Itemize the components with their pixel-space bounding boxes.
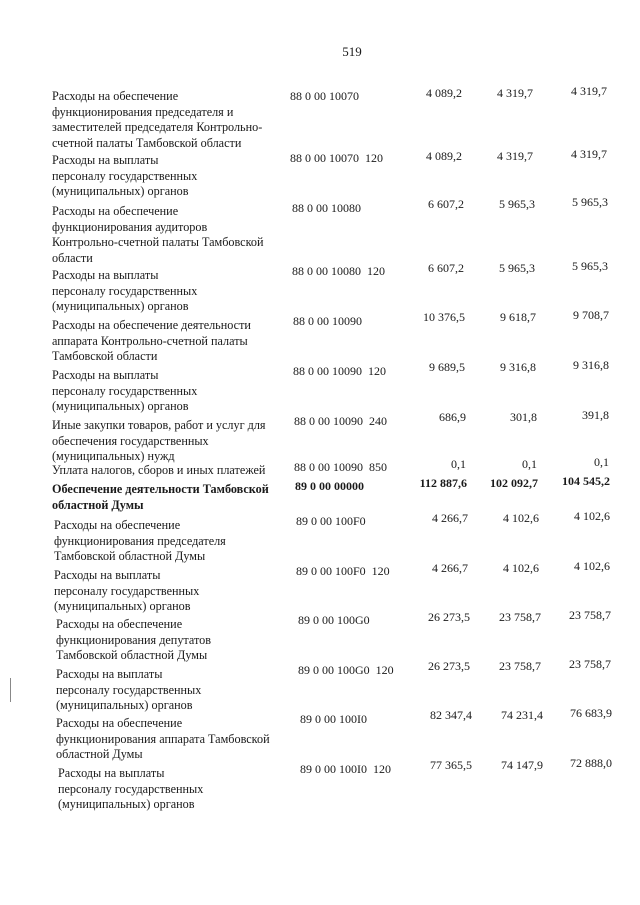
row-code: 88 0 00 10090	[293, 314, 362, 328]
page-number: 519	[342, 44, 362, 59]
row-value-3: 4 319,7	[571, 147, 607, 161]
row-code: 88 0 00 10070 120	[290, 151, 383, 165]
row-name: Расходы на обеспечение деятельности аппарата Контрольно-счетной палаты Тамбовской области	[52, 318, 251, 363]
row-value-3: 4 102,6	[574, 559, 610, 573]
row-value-2: 0,1	[522, 457, 537, 471]
row-value-2: 23 758,7	[499, 610, 541, 624]
row-name: Расходы на выплаты персоналу государственных (муниципальных) органов	[56, 667, 202, 712]
row-name: Расходы на выплаты персоналу государственных (муниципальных) органов	[52, 268, 198, 313]
row-value-1: 10 376,5	[423, 310, 465, 324]
row-code: 89 0 00 00000	[295, 479, 364, 493]
row-value-1: 26 273,5	[428, 659, 470, 673]
row-code: 89 0 00 100I0 120	[300, 762, 391, 776]
row-code: 88 0 00 10090 850	[294, 460, 387, 474]
row-value-2: 74 147,9	[501, 758, 543, 772]
row-code: 88 0 00 10070	[290, 89, 359, 103]
row-value-1: 26 273,5	[428, 610, 470, 624]
row-code: 89 0 00 100F0 120	[296, 564, 390, 578]
row-value-1: 112 887,6	[419, 476, 467, 490]
row-code: 89 0 00 100I0	[300, 712, 367, 726]
row-value-2: 9 316,8	[500, 360, 536, 374]
row-value-3: 4 102,6	[574, 509, 610, 523]
row-value-3: 23 758,7	[569, 608, 611, 622]
row-value-3: 72 888,0	[570, 756, 612, 770]
row-name: Расходы на выплаты персоналу государственных (муниципальных) органов	[52, 368, 198, 413]
row-value-1: 0,1	[451, 457, 466, 471]
row-name: Расходы на обеспечение функционирования аппарата Тамбовской областной Думы	[56, 716, 270, 761]
row-value-3: 9 316,8	[573, 358, 609, 372]
row-value-1: 4 266,7	[432, 511, 468, 525]
row-name: Уплата налогов, сборов и иных платежей	[52, 463, 266, 477]
row-value-2: 102 092,7	[490, 476, 538, 490]
row-value-1: 82 347,4	[430, 708, 472, 722]
row-code: 88 0 00 10080	[292, 201, 361, 215]
row-value-2: 4 102,6	[503, 511, 539, 525]
row-value-2: 4 102,6	[503, 561, 539, 575]
row-value-3: 76 683,9	[570, 706, 612, 720]
row-name: Расходы на обеспечение функционирования председателя Тамбовской областной Думы	[54, 518, 226, 563]
row-name: Расходы на выплаты персоналу государственных (муниципальных) органов	[58, 766, 204, 811]
row-value-2: 23 758,7	[499, 659, 541, 673]
row-code: 88 0 00 10090 120	[293, 364, 386, 378]
row-value-2: 4 319,7	[497, 149, 533, 163]
row-value-1: 6 607,2	[428, 261, 464, 275]
margin-mark	[10, 678, 11, 702]
row-code: 89 0 00 100G0 120	[298, 663, 394, 677]
row-value-2: 5 965,3	[499, 261, 535, 275]
row-name: Расходы на обеспечение функционирования депутатов Тамбовской областной Думы	[56, 617, 212, 662]
row-value-2: 74 231,4	[501, 708, 543, 722]
row-value-1: 77 365,5	[430, 758, 472, 772]
row-value-2: 301,8	[510, 410, 537, 424]
row-value-3: 104 545,2	[562, 474, 610, 488]
row-value-1: 4 089,2	[426, 86, 462, 100]
row-value-1: 4 089,2	[426, 149, 462, 163]
row-value-3: 9 708,7	[573, 308, 609, 322]
row-value-2: 5 965,3	[499, 197, 535, 211]
row-value-1: 686,9	[439, 410, 466, 424]
row-name: Расходы на обеспечение функционирования председателя и заместителей председателя Контрольно- счетной палаты Тамбовской области	[52, 89, 263, 150]
row-name: Иные закупки товаров, работ и услуг для обеспечения государственных (муниципальных) нужд	[52, 418, 266, 463]
row-value-1: 6 607,2	[428, 197, 464, 211]
row-name: Обеспечение деятельности Тамбовской областной Думы	[52, 482, 269, 512]
row-name: Расходы на выплаты персоналу государственных (муниципальных) органов	[52, 153, 198, 198]
row-name: Расходы на обеспечение функционирования аудиторов Контрольно-счетной палаты Тамбовской области	[52, 204, 264, 265]
row-value-3: 23 758,7	[569, 657, 611, 671]
row-value-3: 5 965,3	[572, 195, 608, 209]
row-value-3: 4 319,7	[571, 84, 607, 98]
row-code: 89 0 00 100G0	[298, 613, 370, 627]
row-value-3: 391,8	[582, 408, 609, 422]
row-value-2: 9 618,7	[500, 310, 536, 324]
row-code: 88 0 00 10090 240	[294, 414, 387, 428]
row-value-3: 0,1	[594, 455, 609, 469]
row-name: Расходы на выплаты персоналу государственных (муниципальных) органов	[54, 568, 200, 613]
row-value-1: 9 689,5	[429, 360, 465, 374]
row-value-2: 4 319,7	[497, 86, 533, 100]
row-value-3: 5 965,3	[572, 259, 608, 273]
row-code: 89 0 00 100F0	[296, 514, 366, 528]
row-value-1: 4 266,7	[432, 561, 468, 575]
row-code: 88 0 00 10080 120	[292, 264, 385, 278]
